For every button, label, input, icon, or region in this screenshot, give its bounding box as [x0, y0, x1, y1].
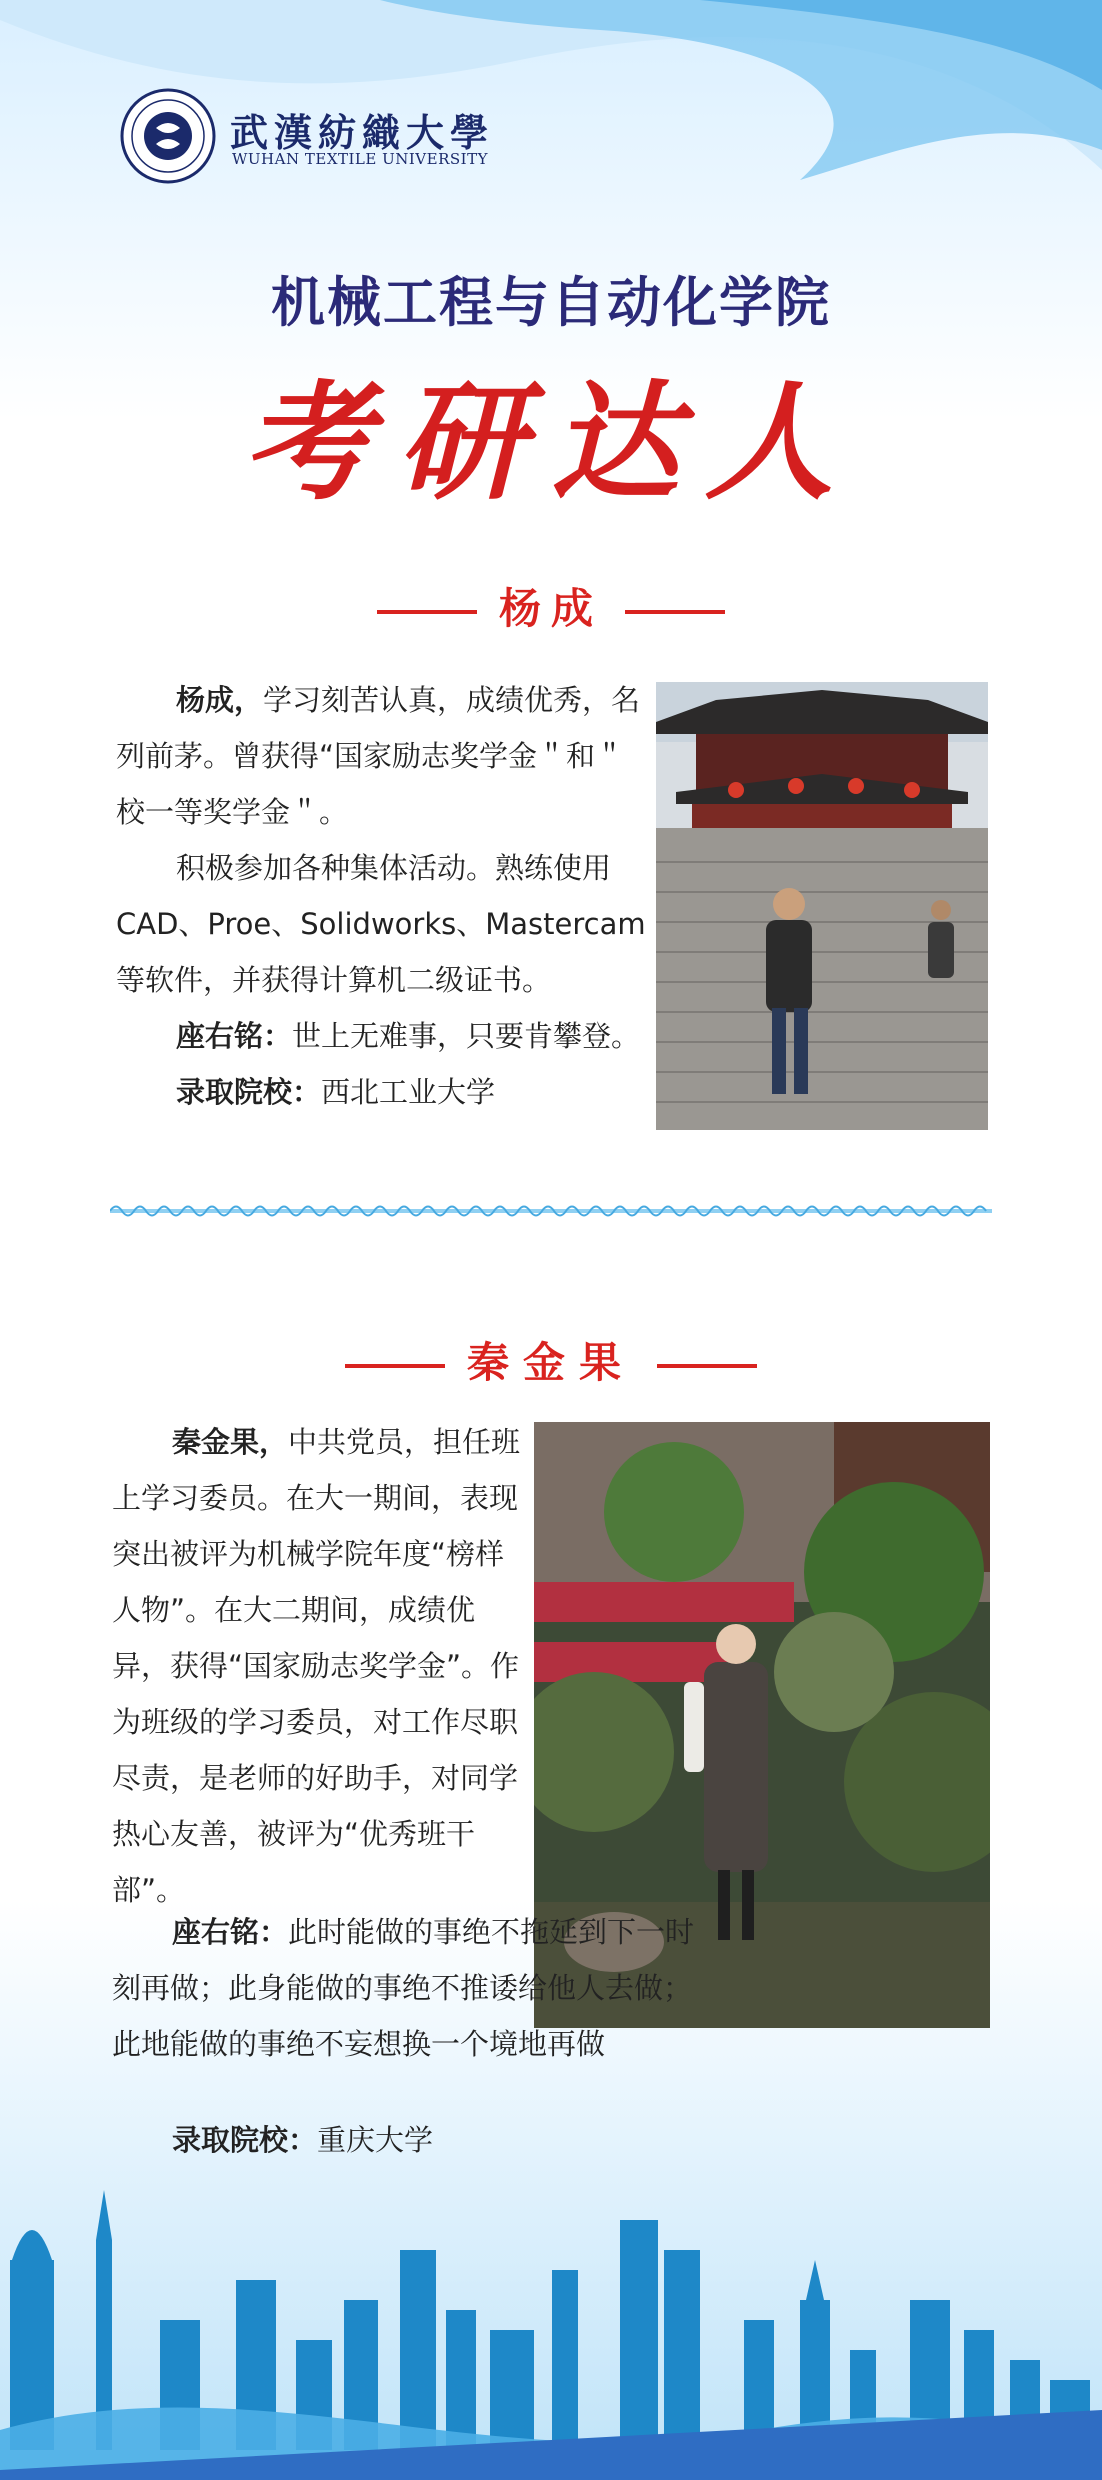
student-2-school-text: 重庆大学 — [317, 2123, 434, 2157]
student-1-motto-text: 世上无难事，只要肯攀登。 — [292, 1019, 641, 1053]
student-2-school-block — [112, 2112, 712, 2168]
banner-title: 考研达人 — [242, 368, 859, 518]
heading-rule-right — [625, 610, 725, 614]
student-2-motto-label: 座右铭： — [172, 1915, 289, 1949]
student-1-intro-text: 学习刻苦认真，成绩优秀，名列前茅。曾获得“国家励志奖学金＂和＂校一等奖学金＂。 — [116, 683, 641, 829]
student-2-bio — [112, 1414, 532, 1918]
student-2-school-label: 录取院校： — [172, 2123, 318, 2157]
student-1-bio — [116, 672, 646, 1120]
student-2-motto-text: 此时能做的事绝不拖延到下一时刻再做；此身能做的事绝不推诿给他人去做；此地能做的事绝不妄想换一个境地再做 — [112, 1915, 695, 2061]
university-logo — [120, 88, 500, 188]
university-name-cn: 武漢紡織大學 — [230, 110, 495, 155]
student-1-school-label: 录取院校： — [176, 1075, 322, 1109]
heading-rule-right — [657, 1364, 757, 1368]
student-2-motto-block — [112, 1904, 695, 2072]
university-emblem-icon — [120, 88, 216, 184]
city-skyline-icon — [0, 2180, 1102, 2480]
university-name-en: WUHAN TEXTILE UNIVERSITY — [232, 150, 488, 168]
student-1-motto-label: 座右铭： — [176, 1019, 293, 1053]
student-1-photo — [656, 682, 988, 1130]
student-1-heading — [0, 576, 1102, 636]
heading-rule-left — [345, 1364, 445, 1368]
student-1-name: 杨成 — [498, 584, 603, 633]
student-2-intro-text: 中共党员，担任班上学习委员。在大一期间，表现突出被评为机械学院年度“榜样人物”。在大二期间，成绩优异，获得“国家励志奖学金”。作为班级的学习委员，对工作尽职尽责，是老师的好助手，对同学热心友善，被评为“优秀班干部”。 — [112, 1425, 521, 1907]
student-1-activities: 积极参加各种集体活动。熟练使用CAD、Proe、Solidworks、Mastercam等软件，并获得计算机二级证书。 — [116, 851, 646, 997]
heading-rule-left — [377, 610, 477, 614]
college-title: 机械工程与自动化学院 — [271, 271, 831, 334]
student-1-intro-name: 杨成， — [176, 683, 264, 717]
student-1-school-text: 西北工业大学 — [321, 1075, 496, 1109]
student-2-intro-name: 秦金果， — [172, 1425, 289, 1459]
student-2-heading — [0, 1330, 1102, 1390]
wave-border-icon — [110, 1202, 992, 1220]
student-2-name: 秦金果 — [466, 1338, 635, 1387]
